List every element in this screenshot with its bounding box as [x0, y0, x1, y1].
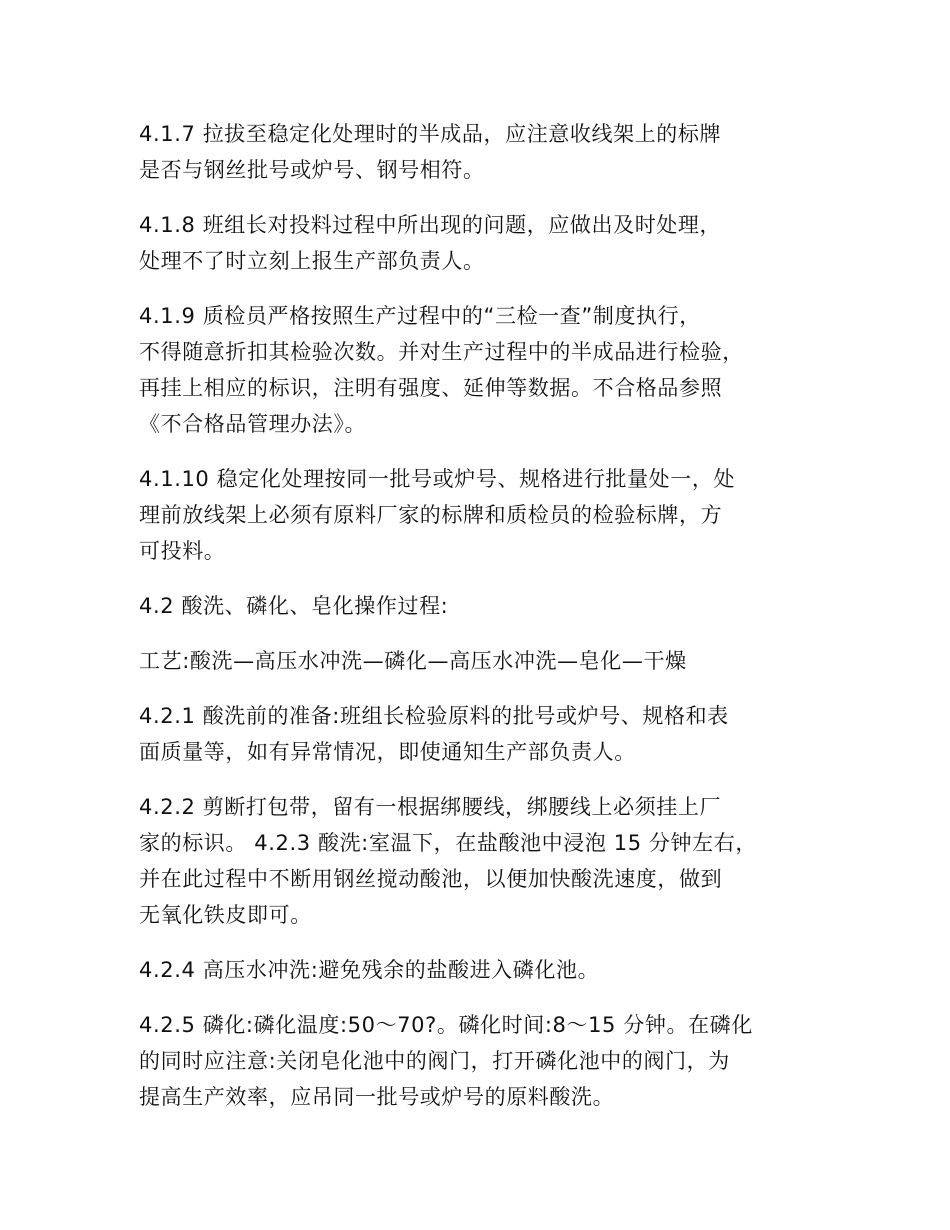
- paragraph-4-2-5: [139, 1007, 839, 1115]
- text-line: 《不合格品管理办法》。: [139, 412, 367, 436]
- paragraph-4-2-4: [139, 952, 839, 988]
- text-line: 再挂上相应的标识，注明有强度、延伸等数据。不合格品参照: [139, 376, 723, 400]
- text-line: 4.1.9 质检员严格按照生产过程中的“三检一查”制度执行，: [139, 304, 701, 328]
- text-line: 处理不了时立刻上报生产部负责人。: [139, 249, 485, 273]
- text-line: 不得随意折扣其检验次数。并对生产过程中的半成品进行检验，: [139, 340, 744, 364]
- text-line: 可投料。: [139, 539, 226, 563]
- text-line: 4.2.1 酸洗前的准备:班组长检验原料的批号或炉号、规格和表: [139, 704, 729, 728]
- text-line: 家的标识。 4.2.3 酸洗:室温下，在盐酸池中浸泡 15 分钟左右，: [139, 831, 757, 855]
- text-line: 4.2.4 高压水冲洗:避免残余的盐酸进入磷化池。: [139, 958, 600, 982]
- text-line: 4.2.2 剪断打包带，留有一根据绑腰线，绑腰线上必须挂上厂: [139, 795, 722, 819]
- paragraph-4-2-1: [139, 698, 839, 770]
- paragraph-4-1-9: [139, 298, 839, 442]
- text-line: 4.1.7 拉拔至稳定化处理时的半成品，应注意收线架上的标牌: [139, 122, 722, 146]
- paragraph-4-1-7: [139, 116, 839, 188]
- text-line: 4.1.8 班组长对投料过程中所出现的问题，应做出及时处理，: [139, 213, 722, 237]
- text-line: 的同时应注意:关闭皂化池中的阀门，打开磷化池中的阀门，为: [139, 1049, 730, 1073]
- text-line: 工艺:酸洗—高压水冲洗—磷化—高压水冲洗—皂化—干燥: [139, 649, 687, 673]
- text-line: 提高生产效率，应吊同一批号或炉号的原料酸洗。: [139, 1085, 615, 1109]
- text-line: 并在此过程中不断用钢丝搅动酸池，以便加快酸洗速度，做到: [139, 867, 723, 891]
- text-line: 无氧化铁皮即可。: [139, 903, 312, 927]
- text-line: 面质量等，如有异常情况，即使通知生产部负责人。: [139, 740, 636, 764]
- text-line: 4.1.10 稳定化处理按同一批号或炉号、规格进行批量处一，处: [139, 467, 736, 491]
- text-line: 理前放线架上必须有原料厂家的标牌和质检员的检验标牌，方: [139, 503, 723, 527]
- text-line: 是否与钢丝批号或炉号、钢号相符。: [139, 158, 485, 182]
- section-heading-4-2: [139, 588, 839, 624]
- text-line: 4.2.5 磷化:磷化温度:50～70?。磷化时间:8～15 分钟。在磷化: [139, 1013, 753, 1037]
- paragraph-4-2-2: [139, 789, 839, 933]
- document-body: [139, 116, 839, 1134]
- process-flow: [139, 643, 839, 679]
- text-line: 4.2 酸洗、磷化、皂化操作过程:: [139, 594, 449, 618]
- paragraph-4-1-8: [139, 207, 839, 279]
- paragraph-4-1-10: [139, 461, 839, 569]
